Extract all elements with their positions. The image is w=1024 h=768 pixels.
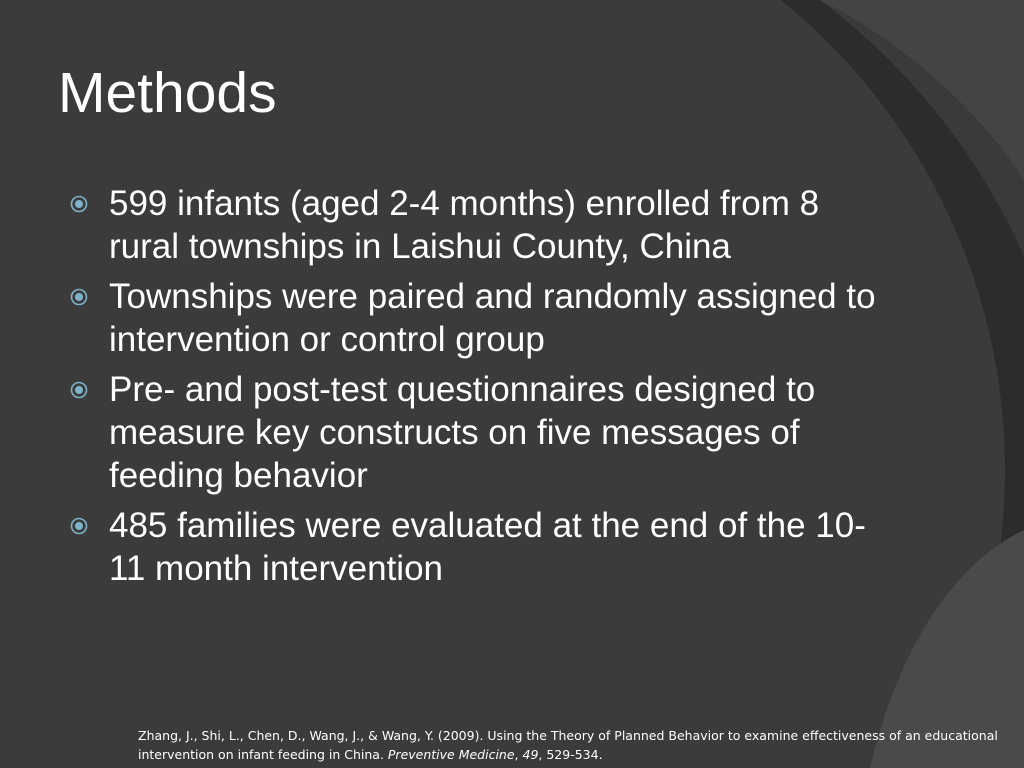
bullet-list — [70, 182, 890, 597]
bullet-text: 485 families were evaluated at the end of the 10-11 month intervention — [109, 506, 866, 588]
bullet-text: Pre- and post-test questionnaires designed to measure key constructs on five messages of feeding behavior — [109, 370, 816, 495]
bullet-item — [70, 368, 890, 497]
bullet-item — [70, 182, 890, 268]
target-circle-bullet-icon — [70, 381, 88, 399]
bullet-item — [70, 504, 890, 590]
bullet-text: 599 infants (aged 2-4 months) enrolled from 8 rural townships in Laishui County, China — [109, 184, 820, 266]
target-circle-bullet-icon — [70, 195, 88, 213]
citation — [138, 726, 1008, 764]
target-circle-bullet-icon — [70, 517, 88, 535]
slide-title: Methods — [58, 61, 277, 125]
citation-authors: Zhang, J., Shi, L., Chen, D., Wang, J., & Wang, Y. (2009). Using the Theory of Planned Behavior to examine effectiveness of an educational intervention on infant feeding in China. — [138, 728, 998, 762]
citation-pages: , 529-534. — [538, 747, 603, 762]
citation-journal: Preventive Medicine — [387, 747, 515, 762]
bullet-text: Townships were paired and randomly assigned to intervention or control group — [109, 277, 876, 359]
citation-volume: 49 — [522, 747, 539, 762]
target-circle-bullet-icon — [70, 288, 88, 306]
citation-separator: , — [514, 747, 523, 762]
bullet-item — [70, 275, 890, 361]
